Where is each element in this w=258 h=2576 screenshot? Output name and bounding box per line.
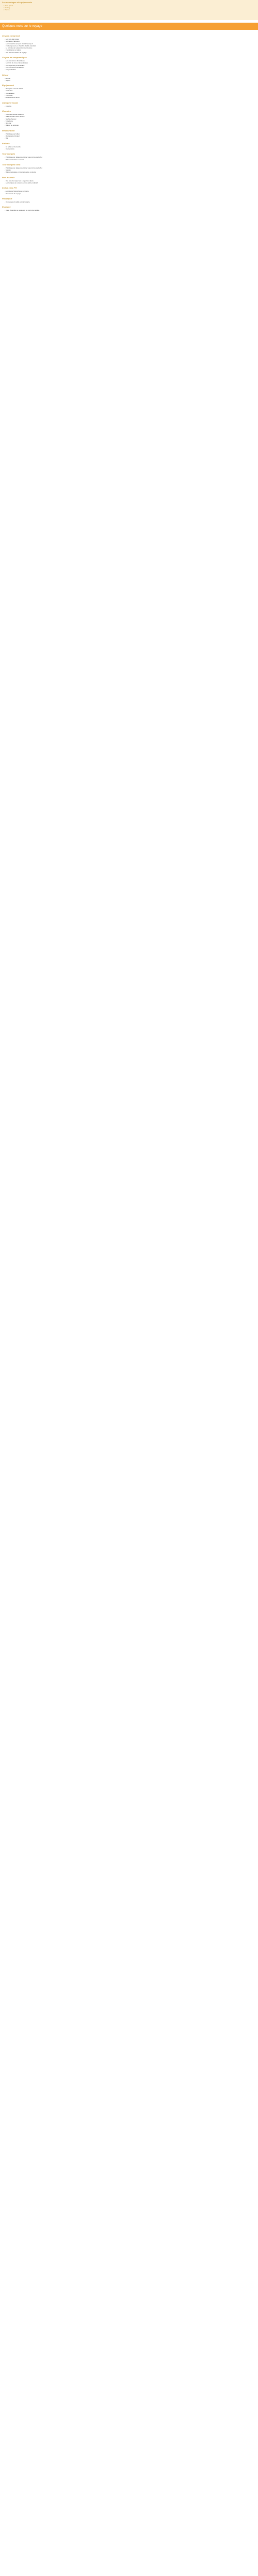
list-item: - Lit bébé sur demande [5, 146, 256, 148]
list-item: - Un passeport valide est nécessaire. [5, 201, 256, 203]
section-heading: Tout compris [2, 152, 15, 156]
list-item: - Assistance francophone sur place [5, 190, 256, 192]
list-item: - Sèche-cheveux [5, 118, 256, 120]
list-item: - Les taxes d'aéroport [5, 40, 256, 42]
section-heading: Séjour [2, 73, 9, 76]
page [0, 0, 258, 211]
section-heading: Ce prix comprend [2, 35, 20, 37]
section-list [2, 133, 256, 140]
section-heading: Passeport [2, 197, 12, 200]
list-item: - Coffre-fort [5, 90, 256, 92]
list-item: - L'assistance sur place [5, 49, 256, 51]
list-item: - Les vols aller-retour [5, 38, 256, 40]
list-item: - Petit déjeuner, déjeuner et dîner sous forme de buffet [5, 156, 256, 158]
list-item: - Télévision [5, 94, 256, 96]
section-list [2, 60, 256, 71]
section-heading: Enfants [2, 142, 10, 145]
advantage-item: • Parking [3, 7, 13, 9]
section-list [2, 167, 256, 174]
list-item: - Chambre double standard [5, 113, 256, 115]
list-item: - Salle de bains avec douche [5, 115, 256, 117]
section-list [2, 113, 256, 127]
advantages-list [3, 5, 13, 11]
list-item: - Carte d'identité ou passeport en cours de validité. [5, 209, 256, 211]
list-item: - Snacks [5, 169, 256, 171]
list-item: - Les dépenses personnelles [5, 64, 256, 66]
section-list [2, 38, 256, 54]
section-list [2, 201, 256, 203]
section-list [2, 105, 256, 107]
list-item: - La formule de restauration mentionnée [5, 47, 256, 49]
list-item: - Les excursions facultatives [5, 66, 256, 69]
section-heading: Espagne [2, 206, 11, 209]
list-item: - Petit déjeuner buffet [5, 133, 256, 135]
section-heading: Restauration [2, 129, 15, 132]
section-list [2, 209, 256, 211]
section-heading: Ce prix ne comprend pas [2, 56, 27, 59]
details-content [0, 30, 258, 211]
list-item: - Les transferts aéroport / hôtel / aéroport [5, 43, 256, 45]
section-list [2, 190, 256, 195]
list-item: - Balcon ou terrasse [5, 124, 256, 126]
list-item: - Bar [5, 137, 256, 139]
list-item: - Climatisation [5, 92, 256, 94]
list-item: - Les frais de visa et taxes locales [5, 62, 256, 64]
section-heading: Chambre [2, 109, 11, 112]
section-heading: Équipement [2, 84, 14, 87]
list-item: - Départ [5, 79, 256, 81]
section-list [2, 146, 256, 150]
list-item: - Réception ouverte 24h/24 [5, 88, 256, 90]
section-heading: Catégorie locale [2, 101, 18, 104]
list-item: - Les horaires de vol sont donnés à titre indicatif. [5, 182, 256, 184]
list-item: - Boissons locales et internationales à volonté [5, 171, 256, 173]
list-item: - Restaurant principal [5, 135, 256, 137]
list-item: - Les pourboires [5, 69, 256, 71]
advantages-box [0, 0, 258, 20]
list-item: - Documents de voyage [5, 193, 256, 195]
list-item: - Une documentation de voyage [5, 52, 256, 54]
list-item: - Les assurances facultatives [5, 60, 256, 62]
section-heading: Bon à savoir [2, 176, 15, 179]
section-list [2, 180, 256, 184]
section-list [2, 156, 256, 161]
advantage-item: • Piscine [3, 9, 13, 11]
section-list [2, 88, 256, 98]
list-item: - Téléphone [5, 120, 256, 122]
list-item: - Une taxe de séjour est à régler sur place. [5, 180, 256, 182]
section-heading: Inclus chez FTI [2, 187, 17, 190]
list-item: - Accès Internet Wi-Fi [5, 96, 256, 98]
section-bar: Quelques mots sur le voyage [0, 23, 258, 30]
list-item: - Mini-bar [5, 122, 256, 124]
section-list [2, 77, 256, 82]
list-item: - Boissons locales à volonté [5, 159, 256, 161]
advantages-title: Les avantages et équipements [2, 1, 33, 4]
list-item: - Club enfants [5, 148, 256, 150]
list-item: - L'hébergement en chambre double standard [5, 45, 256, 47]
list-item: - Arrivée [5, 77, 256, 79]
section-heading: Tout compris Ultra [2, 163, 21, 166]
list-item: - Petit déjeuner, déjeuner et dîner sous forme de buffet [5, 167, 256, 169]
advantage-item: • Wi-Fi gratuit [3, 5, 13, 7]
list-item: - 4 étoiles [5, 105, 256, 107]
